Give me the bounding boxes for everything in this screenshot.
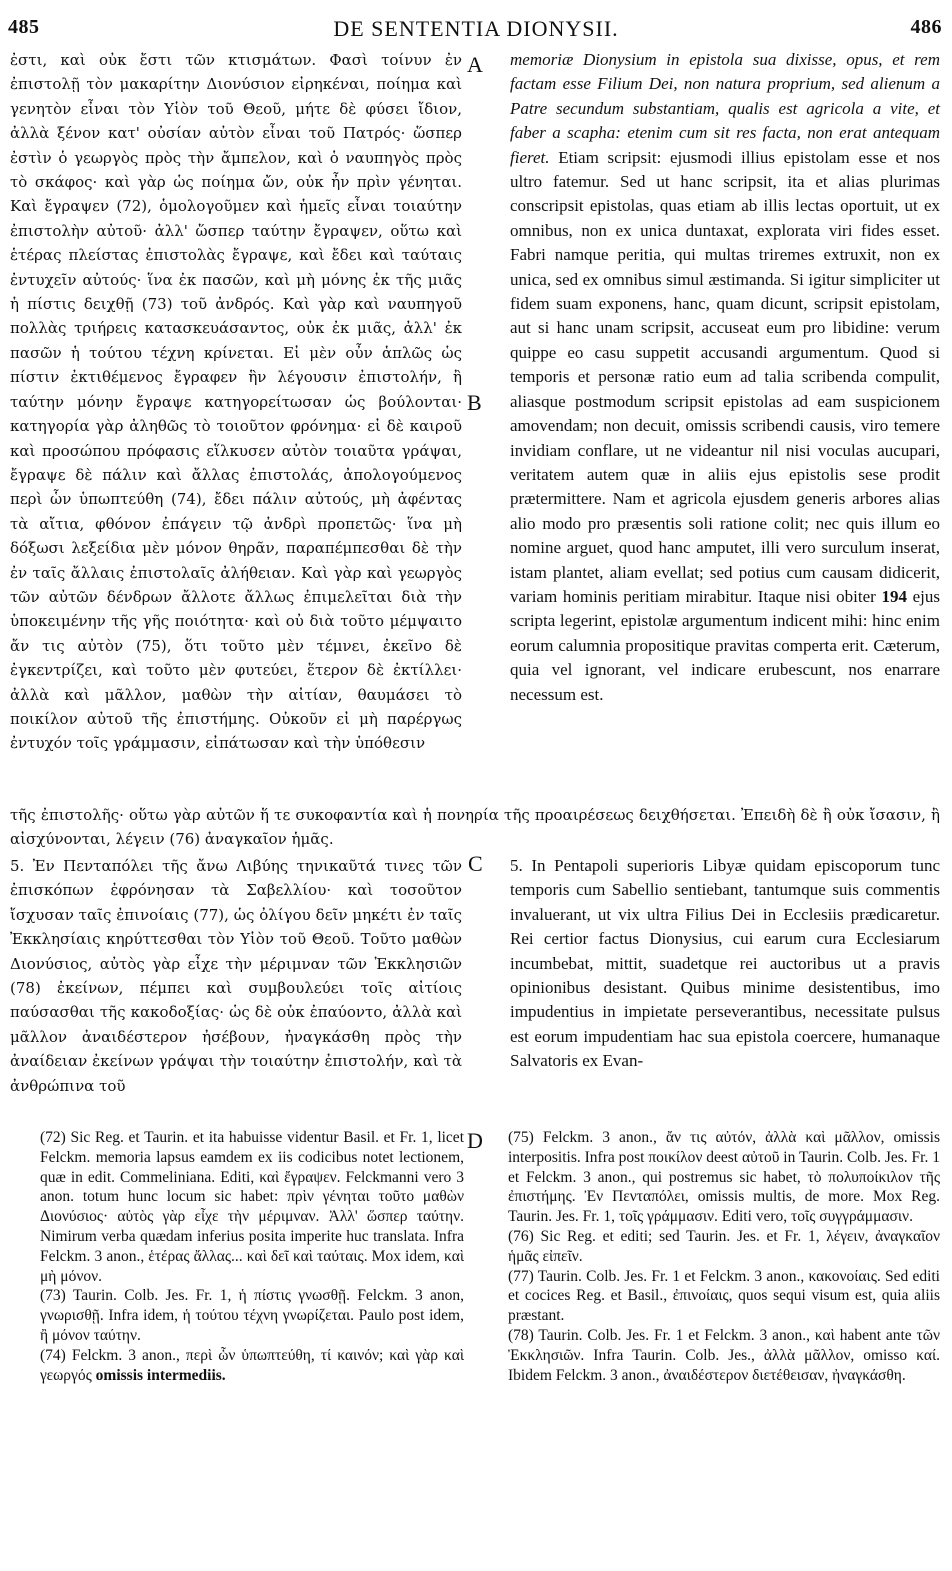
footnotes-right (508, 1128, 940, 1385)
margin-marker-c: C (468, 851, 483, 876)
page-number-left: 485 (8, 16, 40, 38)
footnote-74-text: (74) Felckm. 3 anon., περὶ ὧν ὑπωπτεύθη, τί καινόν; καὶ γὰρ καὶ γεωργός (40, 1346, 464, 1384)
footnote-75: (75) Felckm. 3 anon., ἄν τις αὐτόν, ἀλλὰ καὶ μᾶλλον, omissis interpositis. Infra post ποικίλον deest αὐτοῦ in Taurin. Colb. Jes. Fr. 1 et Felckm. 3 anon., qui postremus sic habet, τὸ πολυποίκιλον τῆς ἐπιστήμης. Ἐν Πενταπόλει, omissis multis, de more. Mox Reg. Taurin. Jes. Fr. 1, τοῖς γράμμασιν. Editi vero, τοῖς συγγράμμασιν. (508, 1129, 940, 1226)
footnotes-left (40, 1128, 464, 1385)
footnote-74-bold: omissis intermediis. (95, 1366, 226, 1384)
greek-full-width-line: τῆς ἐπιστολῆς· οὕτω γὰρ αὐτῶν ἥ τε συκοφαντία καὶ ἡ πονηρία τῆς προαιρέσεως δειχθήσεται. Ἐπειδὴ δὲ ἢ οὐκ ἴσασιν, ἢ αἰσχύνονται, λέγειν (76) ἀναγκαῖον ἡμᾶς. (10, 806, 940, 849)
running-title: DE SENTENTIA DIONYSII. (333, 16, 619, 41)
footnote-78: (78) Taurin. Colb. Jes. Fr. 1 et Felckm. 3 anon., καὶ habent ante τῶν Ἐκκλησιῶν. Infra Taurin. Colb. Jes., ἀλλὰ μᾶλλον, omisso καί. Ibidem Felckm. 3 anon., ἀναιδέστερον διετέθεισαν, ἠναγκάσθη. (508, 1326, 940, 1384)
latin-text: Etiam scripsit: ejusmodi illius epistolam esse et nos ultro fatemur. Sed ut hanc scripsit, ita et alias plurimas conscripsit epistolas, quas etiam ab illis lectas oportuit, ut ex omnibus, non ex unica duntaxat, explorata viri fides esset. Fabri namque peritia, qui multas triremes extruxit, non ex unica, sed ex omnibus simul æstimanda. Si igitur simpliciter ut fidem suam exponens, hanc, quam dicunt, scripsit epistolam, aut si hanc unam scripsit, accuseat eum pro libidine: verum quippe eo casu suppetit accusandi argumentum. Quod si temporis et personæ ratio eum ad talia scribenda compulit, aliasque postmodum scripsit epistolas ad eam suspicionem amovendam; non decuit, omissis scribendi causis, viro temere invidiam conflare, ut ne videantur nil nisi voculas aucupari, veritatem autem quæ in aliis ejus epistolis sese prodit prætermittere. Nam et agricola ejusdem generis arbores alias alio modo pro præsentis soli ratione colit; nec quis illum eo nomine arguet, quod hanc amputet, illi vero surculum inserat, istam plantet, aliam evellat; sed potius cum causam didicerit, variam hominis peritiam mirabitur. Itaque nisi obiter (510, 147, 941, 606)
footnote-77: (77) Taurin. Colb. Jes. Fr. 1 et Felckm. 3 anon., κακονοίαις. Sed editi et cocices Reg. et Basil., ἐπινοίαις, quos sequi visum est, quia aliis præstant. (508, 1267, 940, 1325)
page-number-right: 486 (910, 16, 942, 38)
running-header (0, 10, 952, 40)
greek-column-top: ἐστι, καὶ οὐκ ἔστι τῶν κτισμάτων. Φασὶ τοίνυν ἐν ἐπιστολῇ τὸν μακαρίτην Διονύσιον εἰρηκέναι, ποίημα καὶ γενητὸν εἶναι τὸν Υἱὸν τοῦ Θεοῦ, μήτε δὲ φύσει ἴδιον, ἀλλὰ ξένον κατ' οὐσίαν αὐτὸν εἶναι τοῦ Πατρός· ὥσπερ ἐστὶν ὁ γεωργὸς πρὸς τὴν ἄμπελον, καὶ ὁ ναυπηγὸς πρὸς τὸ σκάφος· καὶ γὰρ ὡς ποίημα ὤν, οὐκ ἦν πρὶν γένηται. Καὶ ἔγραψεν (72), ὁμολογοῦμεν καὶ ἡμεῖς εἶναι τοιαύτην ἐπιστολὴν αὐτοῦ· ἀλλ' ὥσπερ ταύτην ἔγραψεν, οὕτω καὶ ἑτέρας πλείστας ἐπιστολὰς ἔγραψε, καὶ ἔδει καὶ ταύταις ἐντυχεῖν αὐτούς· ἵνα ἐκ πασῶν, καὶ μὴ μόνης ἐκ τῆς μιᾶς ἡ πίστις δειχθῇ (73) τοῦ ἀνδρός. Καὶ γὰρ καὶ ναυπηγοῦ πολλὰς τριήρεις κατασκευάσαντος, οὐκ ἐκ μιᾶς, ἀλλ' ἐκ πασῶν ἡ τούτου τέχνη κρίνεται. Εἰ μὲν οὖν ἁπλῶς ὡς πίστιν ἐκτιθέμενος ἔγραφεν ἣν λέγουσιν ἐπιστολήν, ἢ ταύτην μόνην ἔγραψε κατηγορείτωσαν ὡς βούλονται· κατηγορία γὰρ ἀληθῶς τὸ τοιοῦτον φρόνημα· εἰ δὲ καιροῦ καὶ προσώπου πρόφασις εἵλκυσεν αὐτὸν τοιαῦτα γράψαι, ἔγραψε δὲ πάλιν καὶ ἄλλας ἐπιστολάς, ἀπολογούμενος περὶ ὧν ὑπωπτεύθη (74), ἔδει πάλιν αὐτούς, μὴ ἀφέντας τὰ αἴτια, φθόνον ἐπάγειν τῷ ἀνδρὶ προπετῶς· ἵνα μὴ δόξωσι λεξείδια μὲν μόνον θηρᾶν, παραπέμπεσθαι δὲ τὴν ἐν ταῖς ἄλλαις ἐπιστολαῖς ἀλήθειαν. Καὶ γὰρ καὶ γεωργὸς τῶν αὐτῶν δένδρων ἄλλοτε ἄλλως ἐπιμελεῖται διὰ τὴν ὑποκειμένην τῆς γῆς ποιότητα· καὶ οὐ διὰ τοῦτο μέμψαιτο ἄν τις αὐτὸν (75), ὅτι τοῦτο μὲν τέμνει, ἐκεῖνο δὲ ἐγκεντρίζει, καὶ τοῦτο μὲν φυτεύει, ἕτερον δὲ ἐκτίλλει· ἀλλὰ καὶ μᾶλλον, μαθὼν τὴν αἰτίαν, θαυμάσει τὸ ποικίλον αὐτοῦ τῆς ἐπιστήμης. Οὐκοῦν εἰ μὴ παρέργως ἐντυχόν τοῖς γράμμασιν, εἰπάτωσαν καὶ τὴν ὑπόθεσιν (10, 51, 462, 753)
footnote-74 (40, 1346, 464, 1386)
footnote-76: (76) Sic Reg. et editi; sed Taurin. Jes. et Fr. 1, λέγειν, ἀναγκαῖον ἡμᾶς εἰπεῖν. (508, 1227, 940, 1265)
latin-column-top (510, 48, 940, 707)
margin-marker-b: B (467, 390, 482, 415)
latin-section-5: 5. In Pentapoli superioris Libyæ quidam episcoporum tunc temporis cum Sabellio sentiebant, tantumque suis commentis invaluerant, ut vix ultra Filius Dei in Ecclesiis prædicaretur. Rei certior factus Dionysius, cui earum cura Ecclesiarum incumbebat, mittit, suadetque rei auctoribus ut a pravis opinionibus desistant. Quibus minime desistentibus, imo impudentius in impietate perseverantibus, necessitate pulsus est eorum impudentiam hac sua epistola coercere, humanaque Salvatoris ex Evan- (510, 856, 940, 1071)
margin-marker-d: D (467, 1128, 483, 1153)
margin-marker-a: A (467, 52, 483, 77)
footnote-73: (73) Taurin. Colb. Jes. Fr. 1, ἡ πίστις γνωσθῇ. Felckm. 3 anon, γνωρισθῇ. Infra idem, ἡ τούτου τέχνη γνωρίζεται. Paulo post idem, ἢ μόνον ταύτην. (40, 1287, 464, 1344)
margin-page-number: 194 (881, 586, 907, 606)
latin-italic-text: memoriæ Dionysium in epistola sua dixisse, opus, et rem factam esse Filium Dei, non natura proprium, sed alienum a Patre secundum substantiam, qualis est agricola a vite, et faber a scapha: etenim cum sit res facta, non erat antequam fieret. (510, 50, 940, 167)
latin-text-continued: ejus scripta legerint, epistolæ argumentum indicent mihi: hinc enim eorum calumnia propositique pravitas comperta erit. Cæterum, quia vel ignorant, vel indicare erubescunt, nos enarrare necessum est. (510, 586, 941, 704)
greek-section-5: 5. Ἐν Πενταπόλει τῆς ἄνω Λιβύης τηνικαῦτά τινες τῶν ἐπισκόπων ἐφρόνησαν τὰ Σαβελλίου· καὶ τοσοῦτον ἴσχυσαν ταῖς ἐπινοίαις (77), ὡς ὀλίγου δεῖν μηκέτι ἐν ταῖς Ἐκκλησίαις κηρύττεσθαι τὸν Υἱὸν τοῦ Θεοῦ. Τοῦτο μαθὼν Διονύσιος, αὐτὸς γὰρ εἶχε τὴν μέριμναν τῶν Ἐκκλησιῶν (78) ἐκείνων, πέμπει καὶ συμβουλεύει τοῖς αἰτίοις παύσασθαι τῆς κακοδοξίας· ὡς δὲ οὐκ ἐπαύοντο, ἀλλὰ καὶ μᾶλλον ἀναιδέστερον ἠσέβουν, ἠναγκάσθη πρὸς τὴν ἀναίδειαν ἐκείνων γράψαι τὴν τοιαύτην ἐπιστολήν, καὶ τὰ ἀνθρώπινα τοῦ (10, 857, 462, 1095)
footnote-72: (72) Sic Reg. et Taurin. et ita habuisse videntur Basil. et Fr. 1, licet Felckm. memoria lapsus eamdem ex iis codicibus notet lectionem, quæ in edit. Commeliniana. Editi, καὶ ἔγραψεν. Felckmanni vero 3 anon. totum hunc locum sic habet: πρὶν γένηται τοῦτο μαθὼν Διονύσιος· αὐτὸς γὰρ εἶχε τὴν μέριμναν. Ἀλλ' ὥσπερ ταύτην. Nimirum verba quædam inferius posita imperite huc translata. Infra Felckm. 3 anon., ἑτέρας ἄλλας... καὶ δεῖ καὶ ταύταις. Mox idem, καὶ μὴ μόνον. (40, 1129, 464, 1285)
